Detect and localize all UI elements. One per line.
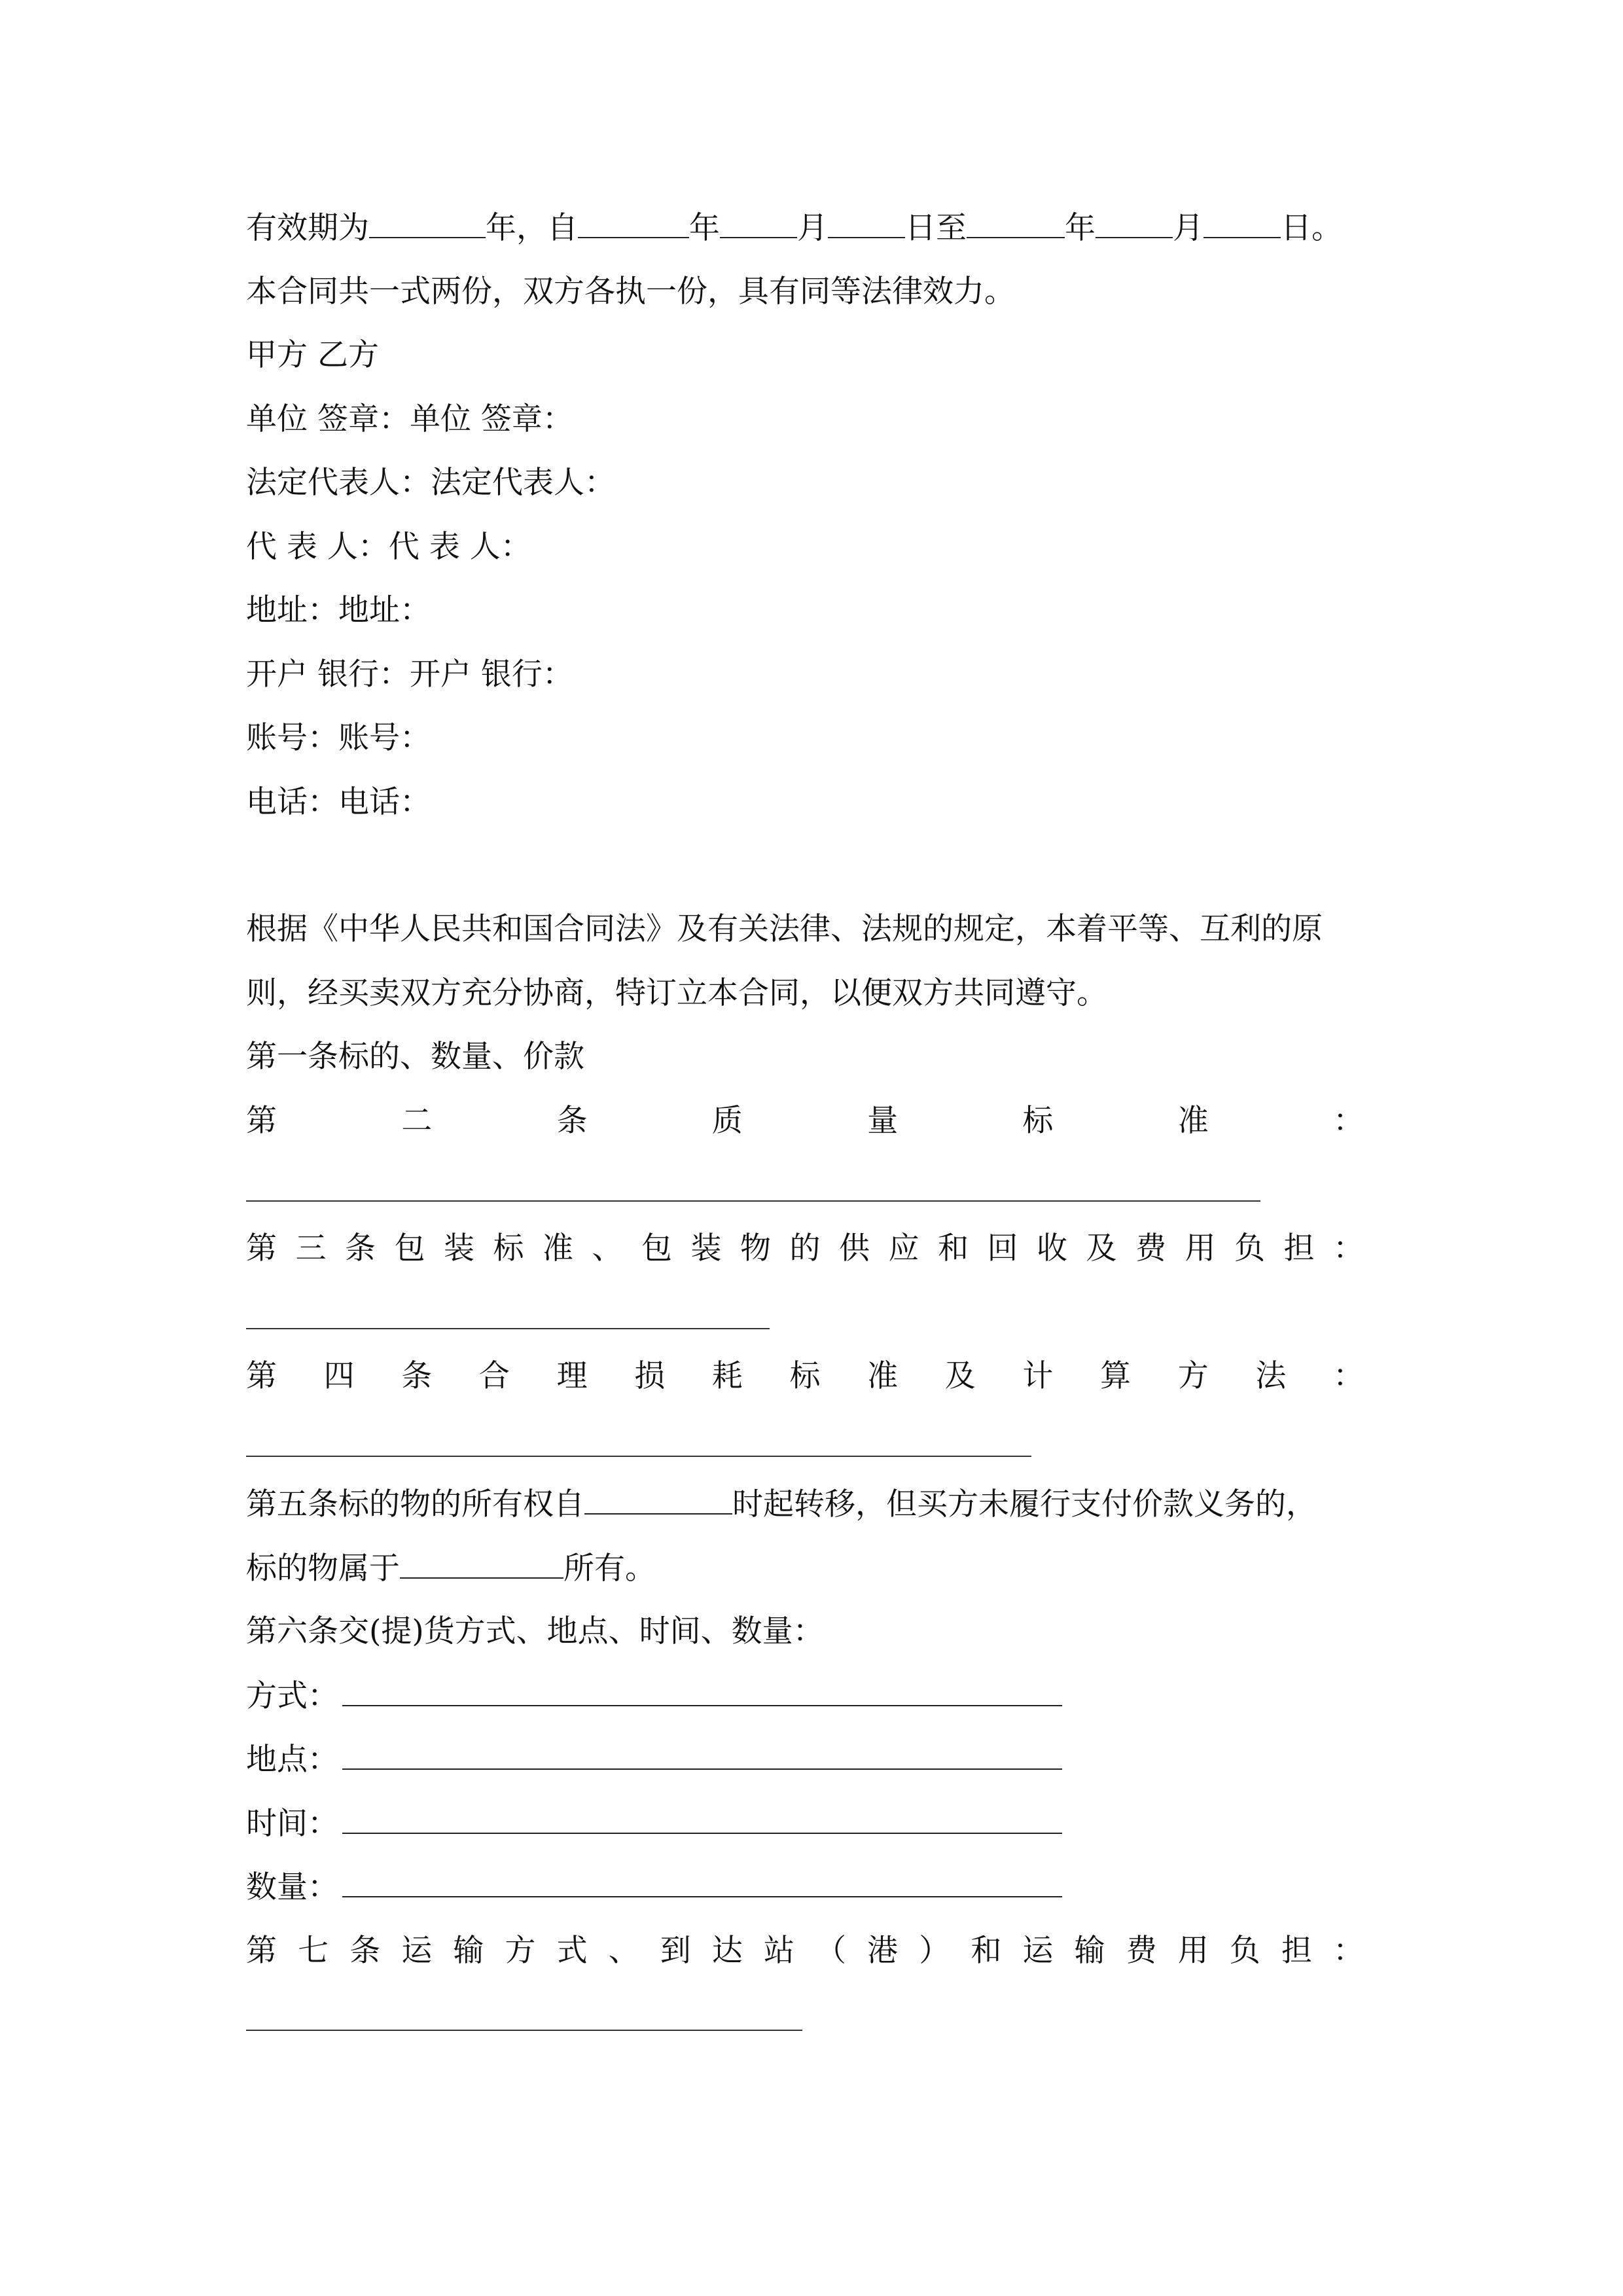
article-2-char: 准: [1177, 1103, 1209, 1139]
representative-line: 代 表 人：代 表 人：: [246, 529, 531, 565]
article-3-char: 供: [839, 1230, 870, 1266]
blank-end-year[interactable]: [967, 208, 1065, 238]
article-5-blank-time[interactable]: [584, 1484, 732, 1515]
article-7-char: 条: [349, 1933, 381, 1969]
article-6-time-field[interactable]: [342, 1804, 1062, 1834]
article-4-char: 四: [323, 1358, 355, 1394]
validity-text-7: 月: [1173, 210, 1204, 246]
blank-start-year[interactable]: [578, 208, 689, 238]
article-2-char: 量: [867, 1103, 899, 1139]
account-line: 账号：账号：: [246, 720, 431, 756]
article-6-place-label: 地点：: [246, 1742, 338, 1778]
article-4-char: 损: [634, 1358, 666, 1394]
article-4: [246, 1357, 1364, 1396]
article-4-char: 方: [1177, 1358, 1209, 1394]
article-2-char: 第: [246, 1103, 277, 1139]
legal-representative-line: 法定代表人：法定代表人：: [246, 465, 615, 501]
article-5-line-1: [246, 1484, 1317, 1524]
article-7-char: 费: [1126, 1933, 1157, 1969]
article-3-char: 负: [1234, 1230, 1265, 1266]
article-3-char: 装: [690, 1230, 722, 1266]
validity-text-3: 年: [689, 210, 720, 246]
article-7-char: 港: [867, 1933, 899, 1969]
article-5-text-d: 所有。: [563, 1551, 656, 1587]
article-2-char: 质: [711, 1103, 743, 1139]
preamble-line-1: 根据《中华人民共和国合同法》及有关法律、法规的规定，本着平等、互利的原: [246, 911, 1323, 947]
article-7-char: 运: [1022, 1933, 1054, 1969]
article-7-char: 方: [505, 1933, 536, 1969]
article-4-char: 计: [1022, 1358, 1054, 1394]
article-7-char: 输: [1074, 1933, 1105, 1969]
article-7-char: 输: [453, 1933, 484, 1969]
article-5-blank-owner[interactable]: [400, 1549, 563, 1579]
article-4-char: 耗: [711, 1358, 743, 1394]
article-7-char: 七: [298, 1933, 329, 1969]
article-7-fill-line[interactable]: [246, 2030, 802, 2031]
article-6-time: [246, 1804, 1062, 1844]
address-line: 地址：地址：: [246, 592, 431, 628]
article-7-char: 、: [608, 1933, 639, 1969]
article-7-char: 式: [556, 1933, 588, 1969]
article-3-char: 、: [592, 1230, 623, 1266]
article-4-char: 理: [556, 1358, 588, 1394]
article-7-char: 运: [401, 1933, 433, 1969]
bank-line: 开户 银行：开户 银行：: [246, 656, 573, 692]
article-4-char: 条: [401, 1358, 433, 1394]
article-6-method: [246, 1676, 1062, 1716]
article-3: [246, 1229, 1364, 1268]
article-5-text-c: 标的物属于: [246, 1551, 400, 1587]
article-3-char: 第: [246, 1230, 277, 1266]
article-4-char: 法: [1255, 1358, 1287, 1394]
unit-seal-line: 单位 签章：单位 签章：: [246, 401, 573, 437]
article-7-char: 用: [1177, 1933, 1209, 1969]
validity-text-8: 日。: [1281, 210, 1342, 246]
parties-heading: 甲方 乙方: [246, 337, 379, 373]
article-7-char: 到: [660, 1933, 691, 1969]
copies-clause: 本合同共一式两份，双方各执一份，具有同等法律效力。: [246, 274, 1015, 310]
article-3-char: 的: [789, 1230, 821, 1266]
article-4-char: 标: [789, 1358, 821, 1394]
article-3-char: 及: [1086, 1230, 1117, 1266]
article-3-fill-line[interactable]: [246, 1328, 770, 1329]
article-3-char: ：: [1333, 1230, 1364, 1266]
article-5-text-a: 第五条标的物的所有权自: [246, 1486, 584, 1522]
article-7-char: 和: [971, 1933, 1002, 1969]
article-3-char: 收: [1037, 1230, 1067, 1266]
article-6-quantity: [246, 1867, 1062, 1907]
validity-text-4: 月: [797, 210, 828, 246]
article-6-method-label: 方式：: [246, 1678, 338, 1714]
article-7-char: 达: [711, 1933, 743, 1969]
article-5-line-2: [246, 1549, 656, 1588]
article-4-char: ：: [1332, 1358, 1364, 1394]
article-7: [246, 1931, 1364, 1971]
article-3-char: 应: [888, 1230, 919, 1266]
article-3-char: 回: [987, 1230, 1018, 1266]
article-7-char: 负: [1229, 1933, 1260, 1969]
article-2-char: 条: [556, 1103, 588, 1139]
article-4-char: 及: [944, 1358, 976, 1394]
article-7-char: ：: [1332, 1933, 1364, 1969]
validity-text-6: 年: [1065, 210, 1096, 246]
article-7-char: （: [815, 1933, 847, 1969]
validity-line: [246, 208, 1342, 248]
article-6: 第六条交(提)货方式、地点、时间、数量：: [246, 1613, 824, 1649]
article-3-char: 物: [740, 1230, 771, 1266]
article-4-char: 准: [867, 1358, 899, 1394]
article-2-fill-line[interactable]: [246, 1200, 1260, 1202]
article-4-char: 第: [246, 1358, 277, 1394]
validity-text-1: 有效期为: [246, 210, 369, 246]
article-3-char: 三: [295, 1230, 327, 1266]
phone-line: 电话：电话：: [246, 784, 431, 820]
preamble-line-2: 则，经买卖双方充分协商，特订立本合同，以便双方共同遵守。: [246, 975, 1107, 1011]
article-6-method-field[interactable]: [342, 1676, 1062, 1706]
article-6-place-field[interactable]: [342, 1740, 1062, 1770]
blank-start-day[interactable]: [828, 208, 905, 238]
article-3-char: 包: [394, 1230, 425, 1266]
validity-text-5: 日至: [905, 210, 967, 246]
article-1: 第一条标的、数量、价款: [246, 1039, 584, 1075]
article-3-char: 用: [1185, 1230, 1216, 1266]
article-3-char: 担: [1283, 1230, 1315, 1266]
article-3-char: 和: [938, 1230, 969, 1266]
article-7-char: 担: [1281, 1933, 1312, 1969]
article-7-char: 第: [246, 1933, 277, 1969]
validity-text-2: 年，自: [486, 210, 578, 246]
article-4-fill-line[interactable]: [246, 1456, 1031, 1457]
article-3-char: 条: [345, 1230, 376, 1266]
blank-start-month[interactable]: [720, 208, 797, 238]
article-2-char: 标: [1022, 1103, 1054, 1139]
article-3-char: 标: [493, 1230, 524, 1266]
article-2: [246, 1102, 1364, 1141]
article-4-char: 算: [1100, 1358, 1132, 1394]
article-7-char: ）: [919, 1933, 950, 1969]
article-3-char: 包: [641, 1230, 672, 1266]
article-6-time-label: 时间：: [246, 1806, 338, 1842]
blank-end-day[interactable]: [1204, 208, 1281, 238]
blank-years[interactable]: [369, 208, 486, 238]
blank-end-month[interactable]: [1096, 208, 1173, 238]
article-3-char: 准: [543, 1230, 573, 1266]
article-6-place: [246, 1740, 1062, 1780]
article-6-quantity-field[interactable]: [342, 1867, 1062, 1897]
article-3-char: 费: [1135, 1230, 1166, 1266]
article-3-char: 装: [444, 1230, 474, 1266]
article-5-text-b: 时起转移，但买方未履行支付价款义务的，: [732, 1486, 1317, 1522]
article-7-char: 站: [763, 1933, 794, 1969]
article-2-char: ：: [1332, 1103, 1364, 1139]
article-6-quantity-label: 数量：: [246, 1869, 338, 1905]
article-2-char: 二: [401, 1103, 433, 1139]
article-4-char: 合: [478, 1358, 510, 1394]
